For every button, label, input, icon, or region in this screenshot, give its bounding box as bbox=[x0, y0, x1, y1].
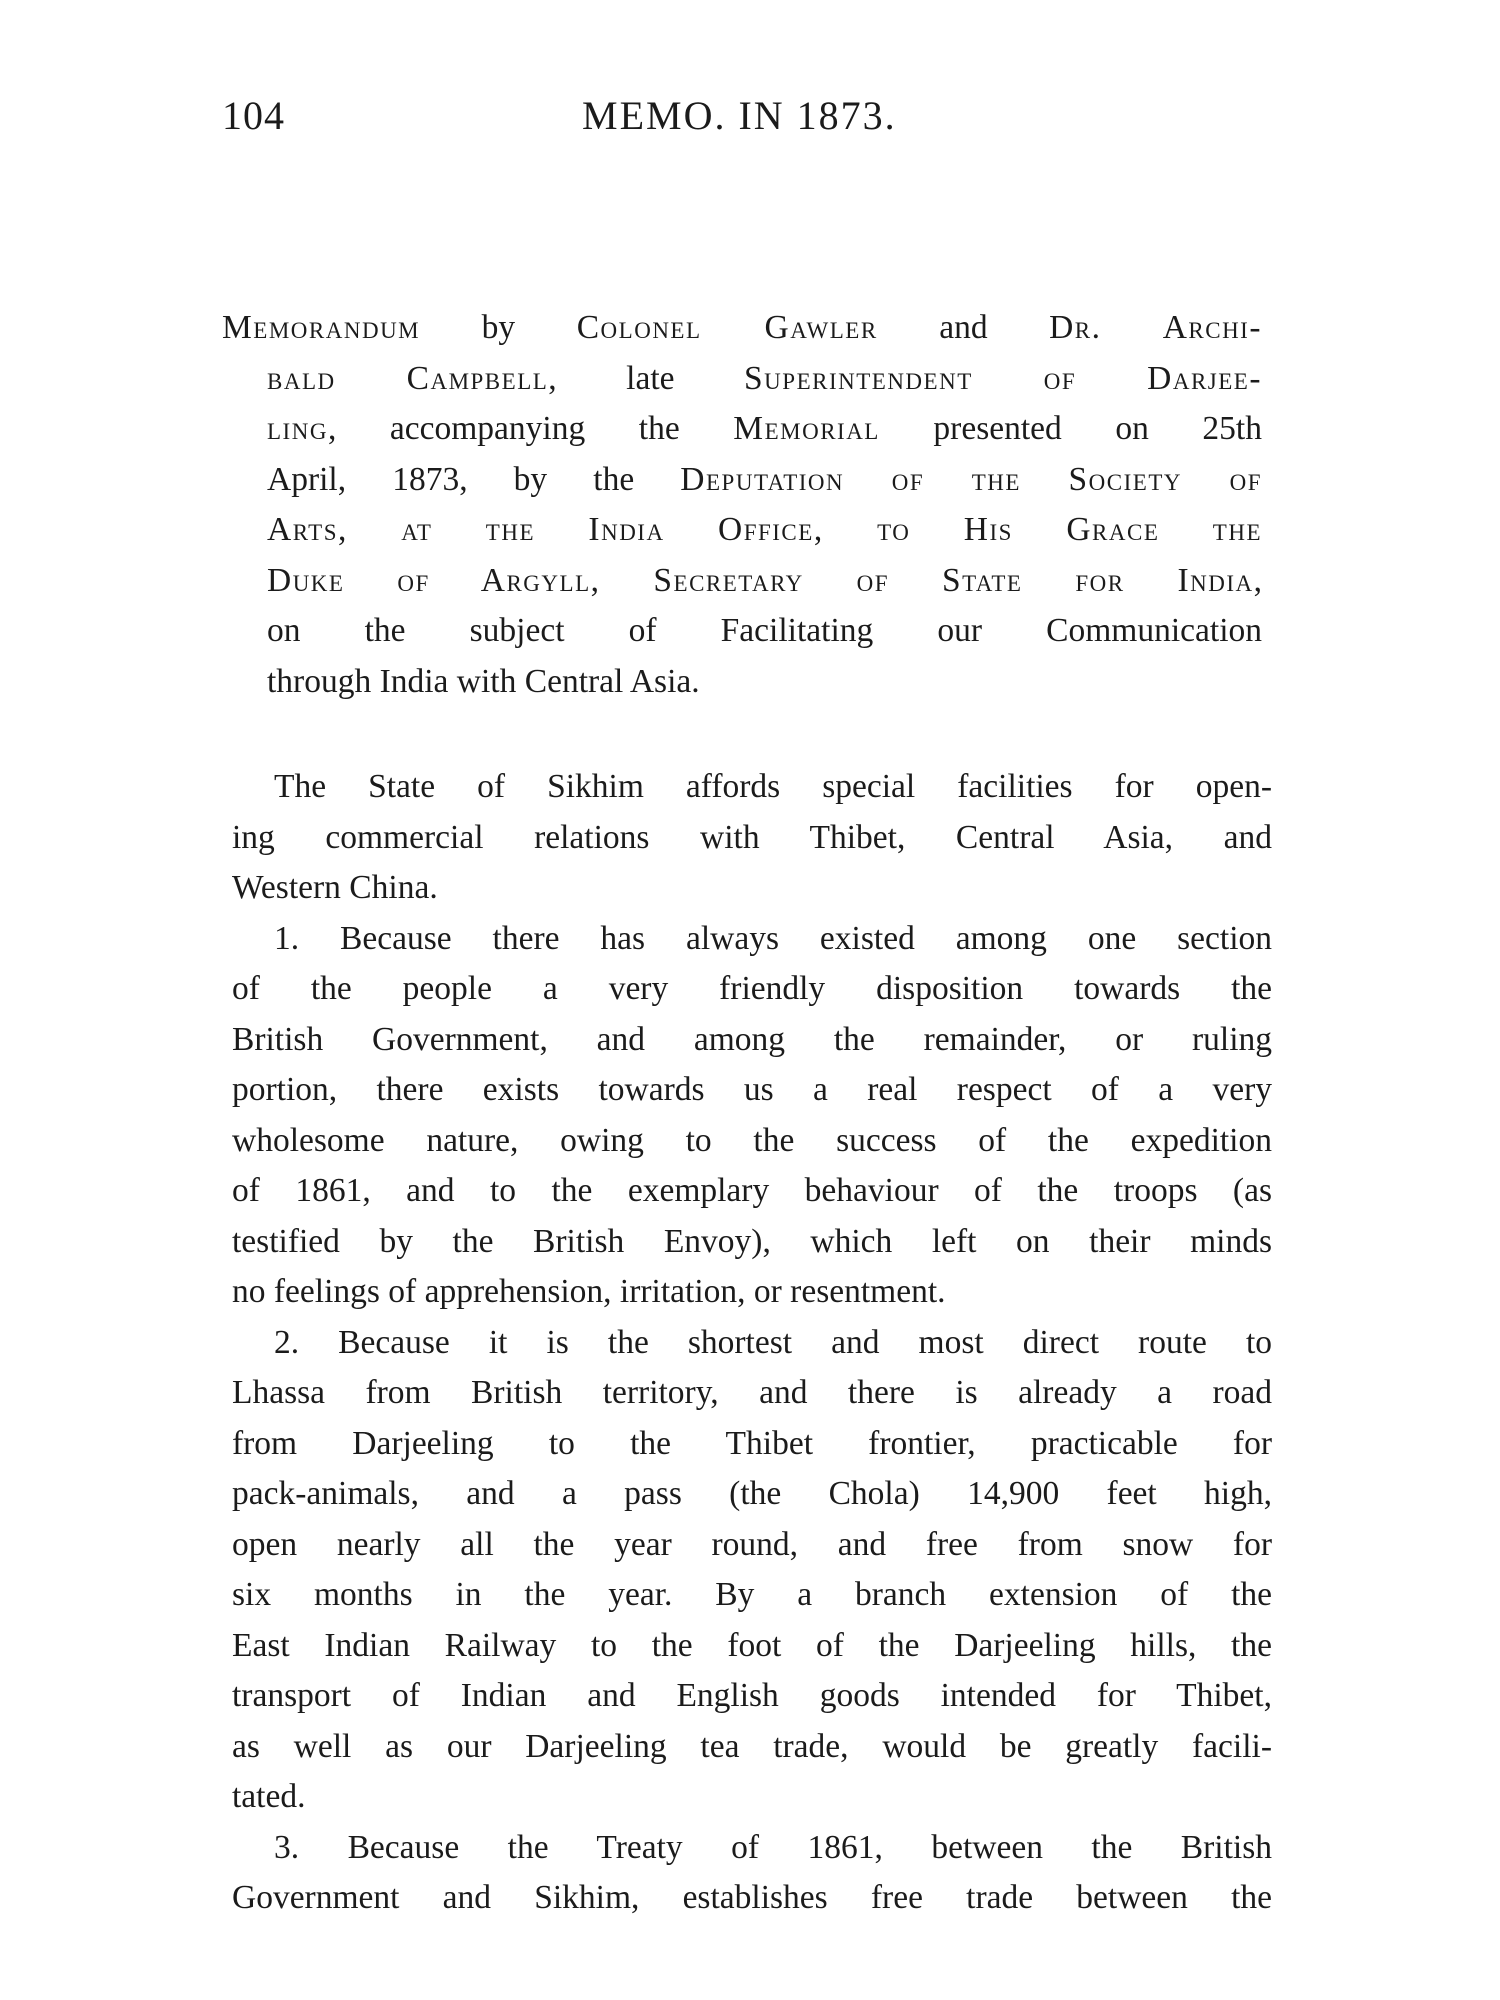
running-title: MEMO. IN 1873. bbox=[582, 93, 897, 138]
body-line: of the people a very friendly disposition towards the bbox=[232, 970, 1272, 1007]
heading-fragment: ling bbox=[267, 410, 328, 447]
heading-line bbox=[222, 455, 1262, 506]
body-line: East Indian Railway to the foot of the Darjeeling hills, the bbox=[232, 1626, 1272, 1664]
heading-fragment: , late bbox=[548, 359, 745, 397]
heading-line bbox=[222, 606, 1262, 657]
body-line: transport of Indian and English goods intended for Thibet, bbox=[232, 1677, 1272, 1714]
body-line: 3. Because the Treaty of 1861, between the British bbox=[274, 1828, 1272, 1866]
body-line: portion, there exists towards us a real respect of a very bbox=[232, 1071, 1272, 1108]
body-line: six months in the year. By a branch extension of the bbox=[232, 1576, 1272, 1613]
running-head bbox=[222, 92, 1282, 142]
body-line: no feelings of apprehension, irritation, or resentment. bbox=[232, 1273, 946, 1310]
body-line: from Darjeeling to the Thibet frontier, practicable for bbox=[232, 1424, 1272, 1462]
heading-fragment: Duke of Argyll, Secretary of State for India bbox=[267, 561, 1254, 599]
body-line: of 1861, and to the exemplary behaviour of the troops (as bbox=[232, 1172, 1272, 1209]
body-line: Government and Sikhim, establishes free trade between the bbox=[232, 1879, 1272, 1916]
body-line: ing commercial relations with Thibet, Central Asia, and bbox=[232, 818, 1272, 856]
heading-line bbox=[222, 404, 1262, 455]
page-number: 104 bbox=[222, 93, 285, 138]
heading-fragment: Arts, at the India Office, to His Grace the bbox=[267, 511, 1262, 548]
heading-fragment: bald Campbell bbox=[267, 359, 549, 397]
heading-fragment: by bbox=[420, 309, 577, 346]
heading-fragment: Memorial bbox=[733, 410, 880, 447]
body-line: The State of Sikhim affords special facilities for open- bbox=[274, 768, 1272, 805]
body-line: British Government, and among the remainder, or ruling bbox=[232, 1020, 1272, 1058]
body-line: 2. Because it is the shortest and most direct route to bbox=[274, 1323, 1272, 1361]
heading-fragment: , accompanying the bbox=[327, 410, 734, 447]
body-line: open nearly all the year round, and free from snow for bbox=[232, 1525, 1272, 1563]
body-line: wholesome nature, owing to the success of the expedition bbox=[232, 1121, 1272, 1159]
heading-fragment: Deputation of the Society of bbox=[680, 460, 1262, 498]
body-line: Lhassa from British territory, and there is already a road bbox=[232, 1374, 1272, 1411]
heading-line bbox=[222, 657, 1262, 708]
body-line: testified by the British Envoy), which left on their minds bbox=[232, 1222, 1272, 1260]
body-line: as well as our Darjeeling tea trade, would be greatly facili- bbox=[232, 1727, 1272, 1765]
heading-line bbox=[222, 303, 1262, 354]
heading-fragment: April, 1873, by the bbox=[267, 460, 681, 498]
heading-fragment: on the subject of Facilitating our Communication bbox=[267, 612, 1262, 649]
body-line: 1. Because there has always existed among one section bbox=[274, 919, 1272, 957]
heading-fragment: Colonel Gawler bbox=[576, 309, 878, 346]
heading-fragment: , bbox=[1253, 561, 1262, 599]
heading-fragment: Dr. Archi- bbox=[1049, 309, 1262, 346]
heading-fragment: and bbox=[877, 309, 1050, 346]
heading-line bbox=[222, 556, 1262, 607]
heading-line bbox=[222, 505, 1262, 556]
memorandum-body bbox=[232, 762, 1272, 1924]
body-line: Western China. bbox=[232, 869, 438, 906]
heading-fragment: Superintendent of Darjee- bbox=[744, 359, 1262, 397]
heading-fragment: through India with Central Asia. bbox=[267, 662, 700, 700]
heading-fragment: Memorandum bbox=[222, 309, 421, 346]
memorandum-heading bbox=[222, 303, 1262, 707]
heading-fragment: presented on 25th bbox=[879, 410, 1262, 447]
heading-line bbox=[222, 354, 1262, 405]
body-line: pack-animals, and a pass (the Chola) 14,900 feet high, bbox=[232, 1475, 1272, 1512]
body-line: tated. bbox=[232, 1778, 306, 1815]
